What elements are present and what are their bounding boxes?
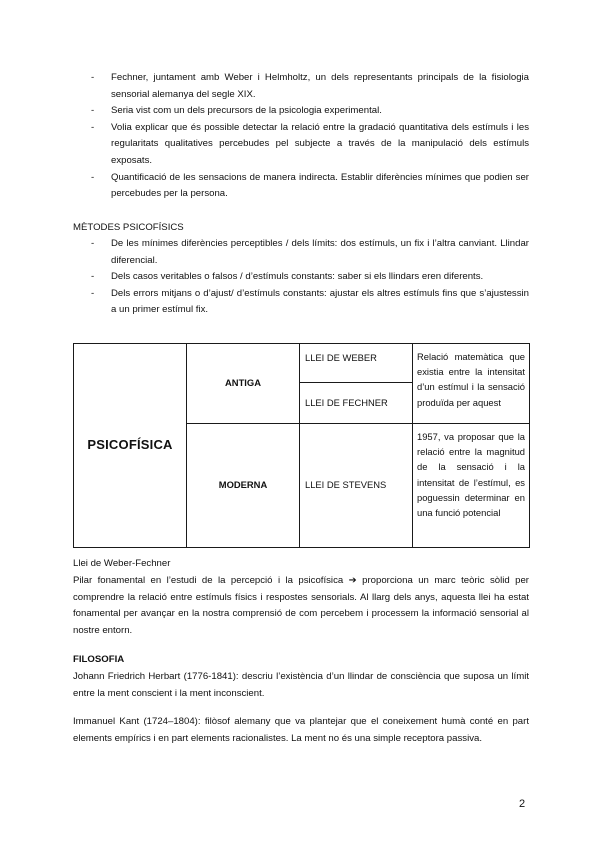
list-item: - Dels casos veritables o falsos / d’estímuls constants: saber si els llindars eren diferents.	[91, 271, 484, 283]
bullet-text: Dels casos veritables o falsos / d’estímuls constants: saber si els llindars eren diferents.	[111, 271, 484, 283]
kant-paragraph: Immanuel Kant (1724–1804): filòsof alemany que va plantejar que el coneixement humà conté en part elements empírics i en part elements racionalistes. La ment no és una simple receptora passiva.	[73, 716, 529, 744]
methods-bullet-list	[91, 236, 529, 319]
bullet-text: Quantificació de les sensacions de manera indirecta. Establir diferències mínimes que podien ser percebudes per la persona.	[111, 171, 529, 200]
list-item: - Dels errors mitjans o d’ajust/ d’estímuls constants: ajustar els altres estímuls fins que s’ajustessin a un primer estímul fix.	[91, 287, 529, 316]
arrow-icon: ➔	[348, 575, 357, 586]
antiga-cell: ANTIGA	[187, 344, 300, 424]
list-item: - Volia explicar que és possible detectar la relació entre la gradació quantitativa dels estímuls i les regularitats qualitatives percebudes pel subjecte a través de la manipulació dels estímuls exposats.	[91, 121, 529, 166]
stevens-law-cell: LLEI DE STEVENS	[300, 424, 413, 548]
intro-bullet-list	[91, 70, 529, 203]
moderna-description-cell: 1957, va proposar que la relació entre la magnitud de la sensació i la intensitat de l’estímul, es poguessin determinar en una funció potencial	[413, 424, 530, 548]
fechner-law-cell: LLEI DE FECHNER	[300, 383, 413, 424]
weber-fechner-title: Llei de Weber-Fechner	[73, 558, 171, 569]
bullet-text: Seria vist com un dels precursors de la psicologia experimental.	[111, 105, 382, 117]
page-number: 2	[519, 798, 526, 810]
filosofia-heading: FILOSOFIA	[73, 654, 125, 665]
bullet-text: Dels errors mitjans o d’ajust/ d’estímuls constants: ajustar els altres estímuls fins que s’ajustessin a un primer estímul fix.	[111, 287, 529, 316]
antiga-description-cell: Relació matemàtica que existia entre la intensitat d’un estímul i la sensació produïda per aquest	[413, 344, 530, 424]
list-item: - De les mínimes diferències perceptibles / dels límits: dos estímuls, un fix i l’altra canviant. Llindar diferencial.	[91, 238, 529, 266]
bullet-text: Volia explicar que és possible detectar la relació entre la gradació quantitativa dels estímuls i les regularitats qualitatives percebudes pel subjecte a través de la manipulació dels estímuls exposats.	[111, 121, 529, 166]
weber-law-cell: LLEI DE WEBER	[300, 344, 413, 383]
bullet-text: De les mínimes diferències perceptibles / dels límits: dos estímuls, un fix i l’altra canviant. Llindar diferencial.	[111, 238, 529, 266]
list-item: - Fechner, juntament amb Weber i Helmholtz, un dels representants principals de la fisiologia sensorial alemanya del segle XIX.	[91, 72, 529, 100]
methods-title: MÈTODES PSICOFÍSICS	[73, 222, 184, 233]
psicofisica-table	[73, 343, 530, 548]
weber-fechner-paragraph: Pilar fonamental en l’estudi de la percepció i la psicofísica ➔ proporciona un marc teòric sòlid per comprendre la relació entre estímuls físics i respostes sensorials. Al llarg dels anys, aquesta llei ha estat fonamental per avançar en la nostra comprensió de com percebem i processem la informació sensorial al nostre entorn.	[73, 575, 529, 636]
herbart-paragraph: Johann Friedrich Herbart (1776-1841): descriu l’existència d’un llindar de consciència que suposa un límit entre la ment conscient i la ment inconscient.	[73, 671, 529, 699]
moderna-cell: MODERNA	[187, 424, 300, 548]
list-item: - Seria vist com un dels precursors de la psicologia experimental.	[91, 105, 382, 117]
bullet-text: Fechner, juntament amb Weber i Helmholtz, un dels representants principals de la fisiologia sensorial alemanya del segle XIX.	[111, 72, 529, 100]
psicofisica-cell: PSICOFÍSICA	[74, 344, 187, 548]
list-item: - Quantificació de les sensacions de manera indirecta. Establir diferències mínimes que podien ser percebudes per la persona.	[91, 171, 529, 200]
